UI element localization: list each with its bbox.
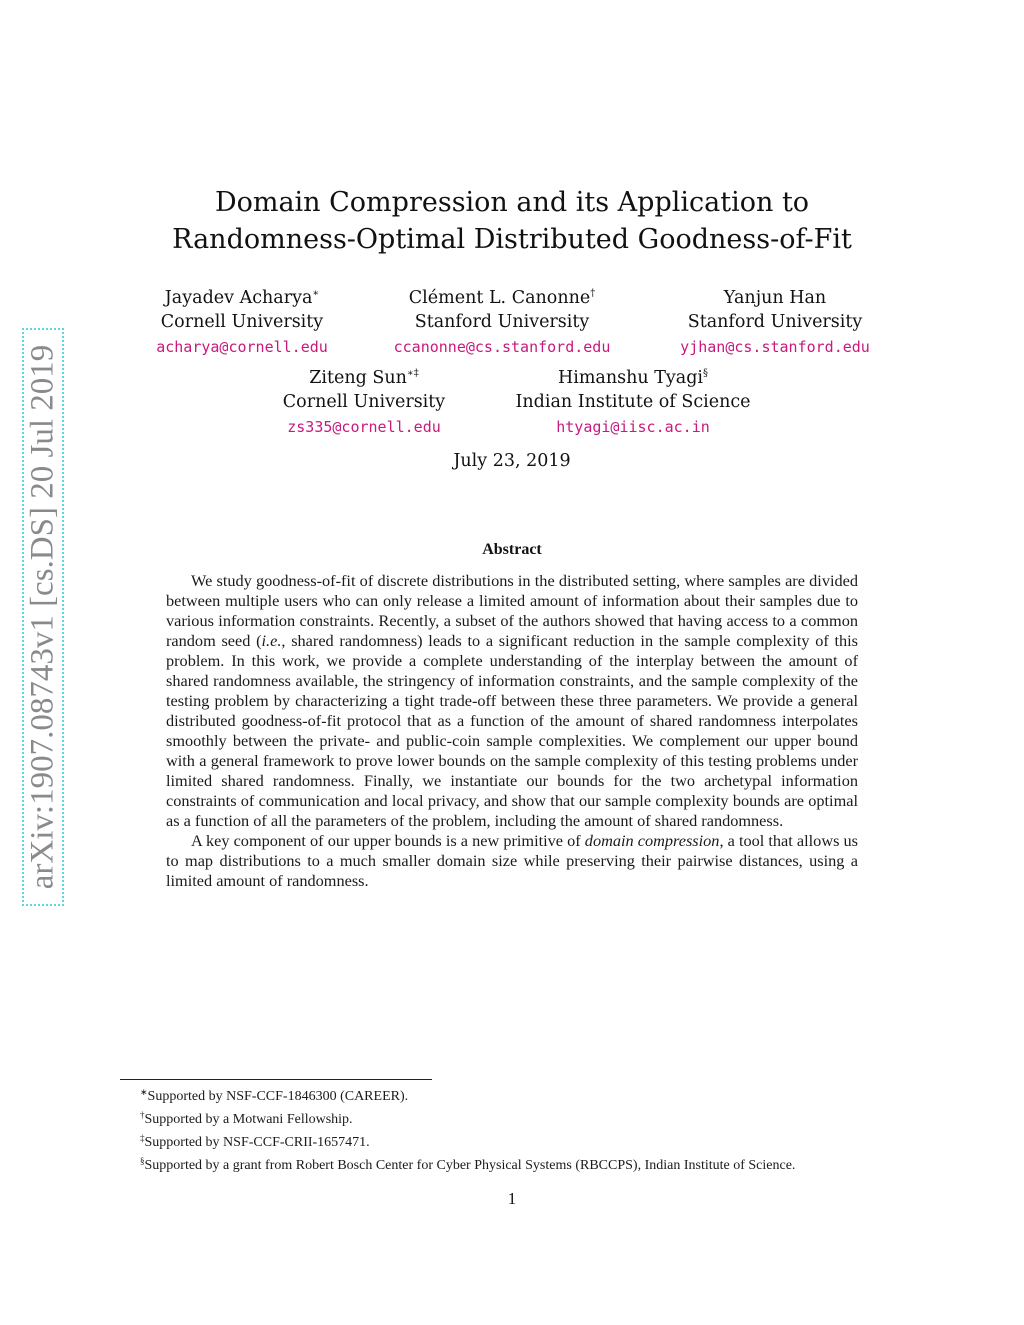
footnote-mark: § xyxy=(140,1156,145,1166)
abstract-body xyxy=(166,571,858,891)
author-mark: † xyxy=(590,288,596,299)
author-block-sun xyxy=(266,362,462,440)
author-affiliation: Stanford University xyxy=(414,312,590,332)
author-email[interactable]: zs335@cornell.edu xyxy=(287,418,441,436)
author-name: Clément L. Canonne xyxy=(408,288,591,308)
footnote xyxy=(140,1152,920,1175)
author-affiliation: Indian Institute of Science xyxy=(515,392,751,412)
arxiv-stamp-text: arXiv:1907.08743v1 [cs.DS] 20 Jul 2019 xyxy=(24,344,61,890)
paper-title xyxy=(0,184,1024,258)
author-name: Jayadev Acharya xyxy=(164,288,313,308)
abstract-paragraph-1 xyxy=(166,571,858,831)
author-name: Ziteng Sun xyxy=(309,368,407,388)
title-line-2: Randomness-Optimal Distributed Goodness-of-Fit xyxy=(172,224,852,255)
abstract-text: , shared randomness) leads to a significant reduction in the sample complexity of this problem. In this work, we provide a complete understanding of the interplay between the amount of shared randomness available, the stringency of information constraints, and the sample complexity of the testing problem by characterizing a tight trade-off between these three parameters. We provide a general distributed goodness-of-fit protocol that as a function of the amount of shared randomness interpolates smoothly between the private- and public-coin sample complexities. We complement our upper bound with a general framework to prove lower bounds on the sample complexity of this testing problems under limited shared randomness. Finally, we instantiate our bounds for the two archetypal information constraints of communication and local privacy, and show that our sample complexity bounds are optimal as a function of all the parameters of the problem, including the amount of shared randomness. xyxy=(166,631,858,830)
author-email[interactable]: htyagi@iisc.ac.in xyxy=(556,418,710,436)
abstract-text: We study goodness-of-fit of discrete distributions in the distributed setting, where samples are divided between multiple users who can only release a limited amount of information about their samples due to various information constraints. Recently, a subset of the authors showed that having access to a common random seed ( xyxy=(166,571,858,650)
abstract-emphasis: i.e. xyxy=(261,631,282,650)
arxiv-stamp xyxy=(22,328,64,906)
footnote xyxy=(140,1106,920,1129)
footnote-text: Supported by a Motwani Fellowship. xyxy=(144,1112,353,1127)
footnote-text: Supported by a grant from Robert Bosch Center for Cyber Physical Systems (RBCCPS), Indian Institute of Science. xyxy=(144,1158,796,1173)
footnotes xyxy=(140,1083,920,1175)
title-line-1: Domain Compression and its Application to xyxy=(214,187,810,218)
author-mark: ∗‡ xyxy=(406,368,419,379)
author-block-han xyxy=(662,282,888,360)
footnote xyxy=(140,1083,920,1106)
abstract-emphasis: domain compression xyxy=(584,831,720,850)
footnote-mark: ∗ xyxy=(140,1087,148,1097)
paper-date: July 23, 2019 xyxy=(453,451,571,471)
abstract-heading: Abstract xyxy=(482,541,542,558)
author-block-canonne xyxy=(372,282,632,360)
author-mark: ∗ xyxy=(312,288,320,299)
author-name: Yanjun Han xyxy=(723,288,827,308)
author-mark: § xyxy=(703,368,709,379)
author-block-acharya xyxy=(142,282,342,360)
author-affiliation: Cornell University xyxy=(160,312,324,332)
footnote-text: Supported by NSF-CCF-CRII-1657471. xyxy=(144,1135,370,1150)
footnote-rule xyxy=(120,1079,432,1080)
author-email[interactable]: ccanonne@cs.stanford.edu xyxy=(393,338,611,356)
author-name: Himanshu Tyagi xyxy=(557,368,704,388)
footnote-mark: ‡ xyxy=(140,1133,145,1143)
footnote-mark: † xyxy=(140,1110,145,1120)
abstract-text: , a tool that allows us to map distributions to a much smaller domain size while preserving their pairwise distances, using a limited amount of randomness. xyxy=(166,831,858,890)
author-affiliation: Stanford University xyxy=(687,312,863,332)
abstract-text: A key component of our upper bounds is a new primitive of xyxy=(191,831,585,850)
abstract-paragraph-2 xyxy=(166,831,858,891)
author-email[interactable]: yjhan@cs.stanford.edu xyxy=(680,338,870,356)
page-number: 1 xyxy=(507,1189,517,1208)
author-affiliation: Cornell University xyxy=(282,392,446,412)
footnote xyxy=(140,1129,920,1152)
author-email[interactable]: acharya@cornell.edu xyxy=(156,338,328,356)
author-block-tyagi xyxy=(502,362,764,440)
footnote-text: Supported by NSF-CCF-1846300 (CAREER). xyxy=(147,1089,409,1104)
